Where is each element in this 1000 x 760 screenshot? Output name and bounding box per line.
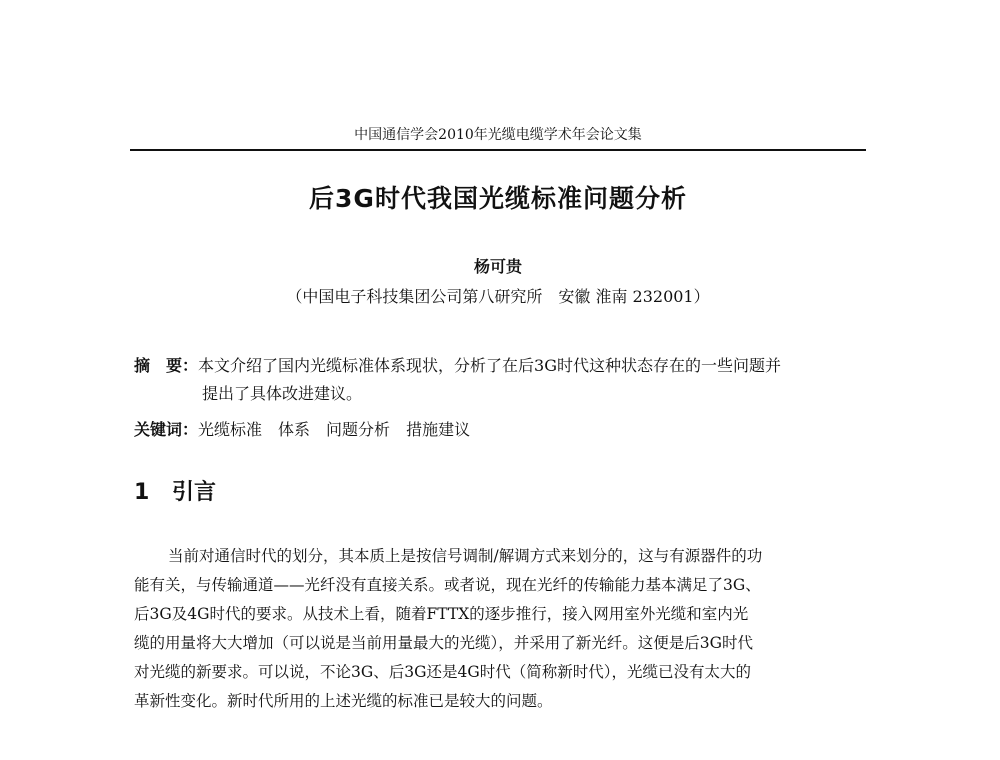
section-title: 引言 (172, 480, 217, 505)
author-affiliation: （中国电子科技集团公司第八研究所 安徽 淮南 232001） (286, 287, 710, 306)
keyword: 体系 (278, 420, 311, 439)
abstract (134, 352, 858, 408)
body-line: 缆的用量将大大增加（可以说是当前用量最大的光缆），并采用了新光纤。这便是后3G时代 (134, 634, 753, 652)
keyword: 措施建议 (406, 420, 471, 439)
section-heading (134, 478, 216, 508)
body-paragraph (134, 542, 858, 716)
body-line: 能有关，与传输通道——光纤没有直接关系。或者说，现在光纤的传输能力基本满足了3G、 (134, 576, 761, 594)
body-line: 后3G及4G时代的要求。从技术上看，随着FTTX的逐步推行，接入网用室外光缆和室内光 (134, 605, 749, 623)
paper-title: 后3G时代我国光缆标准问题分析 (309, 184, 687, 213)
body-line: 革新性变化。新时代所用的上述光缆的标准已是较大的问题。 (134, 692, 553, 710)
header-rule (130, 149, 866, 151)
keywords (134, 416, 858, 444)
body-line: 对光缆的新要求。可以说，不论3G、后3G还是4G时代（简称新时代），光缆已没有太大的 (134, 663, 751, 681)
abstract-label: 摘 要： (134, 356, 199, 375)
keywords-label: 关键词： (134, 420, 199, 439)
author-name: 杨可贵 (473, 257, 522, 276)
abstract-line-1: 本文介绍了国内光缆标准体系现状，分析了在后3G时代这种状态存在的一些问题并 (198, 356, 781, 375)
body-line: 当前对通信时代的划分，其本质上是按信号调制/解调方式来划分的，这与有源器件的功 (168, 547, 763, 565)
section-number: 1 (134, 480, 150, 505)
abstract-line-2: 提出了具体改进建议。 (202, 384, 363, 403)
keyword: 光缆标准 (198, 420, 263, 439)
keyword: 问题分析 (326, 420, 391, 439)
running-head: 中国通信学会2010年光缆电缆学术年会论文集 (354, 127, 642, 143)
